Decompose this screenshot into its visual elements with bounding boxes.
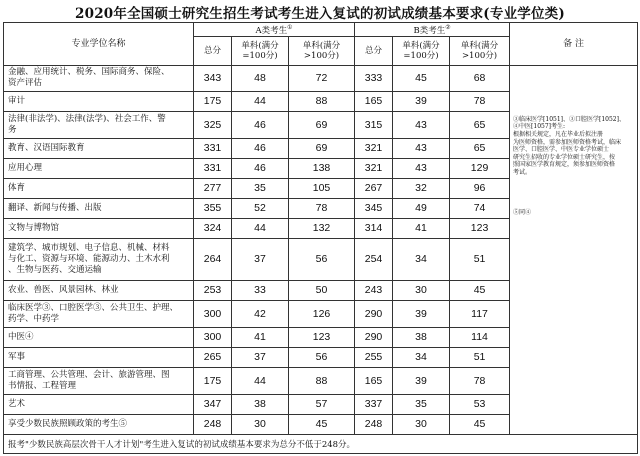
b-sub100: 49: [393, 198, 450, 218]
a-total: 300: [194, 300, 232, 327]
row-name: 享受少数民族照顾政策的考生⑤: [4, 414, 194, 434]
a-sub150: 69: [289, 111, 355, 138]
a-sub150: 50: [289, 280, 355, 300]
b-sub100: 45: [393, 65, 450, 91]
b-sub100: 32: [393, 178, 450, 198]
b-sub150: 74: [450, 198, 510, 218]
a-total: 324: [194, 218, 232, 238]
b-sub100: 35: [393, 394, 450, 414]
a-sub150: 123: [289, 327, 355, 347]
a-sub100: 42: [232, 300, 289, 327]
a-sub150: 69: [289, 138, 355, 158]
b-sub150: 123: [450, 218, 510, 238]
a-sub100: 48: [232, 65, 289, 91]
b-sub100: 38: [393, 327, 450, 347]
a-sub150: 56: [289, 347, 355, 367]
footer-note: 报考"少数民族高层次骨干人才计划"考生进入复试的初试成绩基本要求为总分不低于248分。: [4, 434, 638, 453]
a-sub100: 46: [232, 158, 289, 178]
b-sub100: 43: [393, 138, 450, 158]
a-sub150: 132: [289, 218, 355, 238]
a-total: 325: [194, 111, 232, 138]
b-sub100: 39: [393, 367, 450, 394]
a-total: 265: [194, 347, 232, 367]
b-sub100: 34: [393, 347, 450, 367]
header-a-sub100: 单科(满分 =100分): [232, 36, 289, 65]
a-sub100: 44: [232, 367, 289, 394]
a-total: 300: [194, 327, 232, 347]
a-sub150: 56: [289, 238, 355, 280]
header-b-group: B类考生②: [355, 23, 510, 37]
b-sub100: 43: [393, 158, 450, 178]
b-sub100: 34: [393, 238, 450, 280]
b-total: 267: [355, 178, 393, 198]
row-name: 文物与博物馆: [4, 218, 194, 238]
a-sub100: 35: [232, 178, 289, 198]
row-name: 艺术: [4, 394, 194, 414]
b-total: 314: [355, 218, 393, 238]
b-total: 345: [355, 198, 393, 218]
row-name: 体育: [4, 178, 194, 198]
b-sub150: 65: [450, 138, 510, 158]
row-name: 法律(非法学)、法律(法学)、社会工作、警 务: [4, 111, 194, 138]
a-sub100: 37: [232, 238, 289, 280]
table-footer-row: [4, 434, 638, 453]
b-total: 165: [355, 367, 393, 394]
score-table: [3, 22, 638, 454]
b-total: 290: [355, 300, 393, 327]
header-remarks: 备 注: [510, 23, 638, 66]
b-total: 333: [355, 65, 393, 91]
b-sub100: 41: [393, 218, 450, 238]
b-sub100: 39: [393, 300, 450, 327]
b-total: 243: [355, 280, 393, 300]
a-sub100: 37: [232, 347, 289, 367]
row-name: 工商管理、公共管理、会计、旅游管理、图 书情报、工程管理: [4, 367, 194, 394]
b-sub100: 39: [393, 91, 450, 111]
header-a-total: 总分: [194, 36, 232, 65]
a-sub150: 88: [289, 91, 355, 111]
b-total: 337: [355, 394, 393, 414]
header-a-sub150: 单科(满分 >100分): [289, 36, 355, 65]
b-total: 290: [355, 327, 393, 347]
b-sub150: 78: [450, 91, 510, 111]
a-total: 355: [194, 198, 232, 218]
b-total: 248: [355, 414, 393, 434]
a-sub150: 88: [289, 367, 355, 394]
table-row: [4, 65, 638, 91]
b-sub150: 96: [450, 178, 510, 198]
row-name: 教育、汉语国际教育: [4, 138, 194, 158]
row-name: 应用心理: [4, 158, 194, 178]
a-sub150: 138: [289, 158, 355, 178]
a-sub100: 44: [232, 91, 289, 111]
b-total: 315: [355, 111, 393, 138]
b-sub150: 45: [450, 280, 510, 300]
row-name: 建筑学、城市规划、电子信息、机械、材料 与化工、资源与环境、能源动力、土木水利 、生物与医药、交通运输: [4, 238, 194, 280]
a-total: 331: [194, 158, 232, 178]
header-major: 专业学位名称: [4, 23, 194, 66]
b-sub150: 51: [450, 238, 510, 280]
b-sub150: 45: [450, 414, 510, 434]
a-total: 253: [194, 280, 232, 300]
a-sub100: 38: [232, 394, 289, 414]
a-total: 264: [194, 238, 232, 280]
row-name: 农业、兽医、风景园林、林业: [4, 280, 194, 300]
a-sub100: 33: [232, 280, 289, 300]
b-sub100: 43: [393, 111, 450, 138]
page-title: 2020年全国硕士研究生招生考试考生进入复试的初试成绩基本要求(专业学位类): [75, 6, 565, 22]
a-total: 331: [194, 138, 232, 158]
header-b-sub100: 单科(满分 =100分): [393, 36, 450, 65]
b-total: 165: [355, 91, 393, 111]
row-name: 金融、应用统计、税务、国际商务、保险、 资产评估: [4, 65, 194, 91]
a-sub150: 57: [289, 394, 355, 414]
b-sub100: 30: [393, 280, 450, 300]
a-sub100: 46: [232, 138, 289, 158]
row-name: 翻译、新闻与传播、出版: [4, 198, 194, 218]
a-sub150: 72: [289, 65, 355, 91]
a-sub100: 44: [232, 218, 289, 238]
header-b-sub150: 单科(满分 >100分): [450, 36, 510, 65]
a-total: 277: [194, 178, 232, 198]
a-sub150: 105: [289, 178, 355, 198]
b-total: 321: [355, 158, 393, 178]
a-total: 175: [194, 91, 232, 111]
b-sub150: 51: [450, 347, 510, 367]
a-sub100: 46: [232, 111, 289, 138]
b-total: 321: [355, 138, 393, 158]
b-sub150: 53: [450, 394, 510, 414]
a-sub100: 41: [232, 327, 289, 347]
header-b-total: 总分: [355, 36, 393, 65]
b-total: 255: [355, 347, 393, 367]
b-sub150: 129: [450, 158, 510, 178]
a-total: 175: [194, 367, 232, 394]
b-sub150: 114: [450, 327, 510, 347]
a-total: 347: [194, 394, 232, 414]
a-sub100: 30: [232, 414, 289, 434]
header-a-group: A类考生①: [194, 23, 355, 37]
remarks-notes: ③临床医学[1051]、③口腔医学[1052]、 ④中医[1057]考生: 根据相关规定，凡在毕业后拟注册 为医师资格，需参加医师资格考试，临床 医学、口腔医学、中医专业学位硕士 研究生招收的专业学位硕士研究生，按 照国家医学教育规定，须参加医师资格 考试。 ⑤同④: [510, 65, 638, 434]
row-name: 审计: [4, 91, 194, 111]
a-sub150: 45: [289, 414, 355, 434]
row-name: 军事: [4, 347, 194, 367]
b-sub150: 78: [450, 367, 510, 394]
b-sub150: 117: [450, 300, 510, 327]
a-total: 343: [194, 65, 232, 91]
row-name: 中医④: [4, 327, 194, 347]
a-sub150: 126: [289, 300, 355, 327]
row-name: 临床医学③、口腔医学③、公共卫生、护理、 药学、中药学: [4, 300, 194, 327]
b-sub150: 65: [450, 111, 510, 138]
b-sub100: 30: [393, 414, 450, 434]
a-sub150: 78: [289, 198, 355, 218]
b-total: 254: [355, 238, 393, 280]
a-sub100: 52: [232, 198, 289, 218]
b-sub150: 68: [450, 65, 510, 91]
a-total: 248: [194, 414, 232, 434]
